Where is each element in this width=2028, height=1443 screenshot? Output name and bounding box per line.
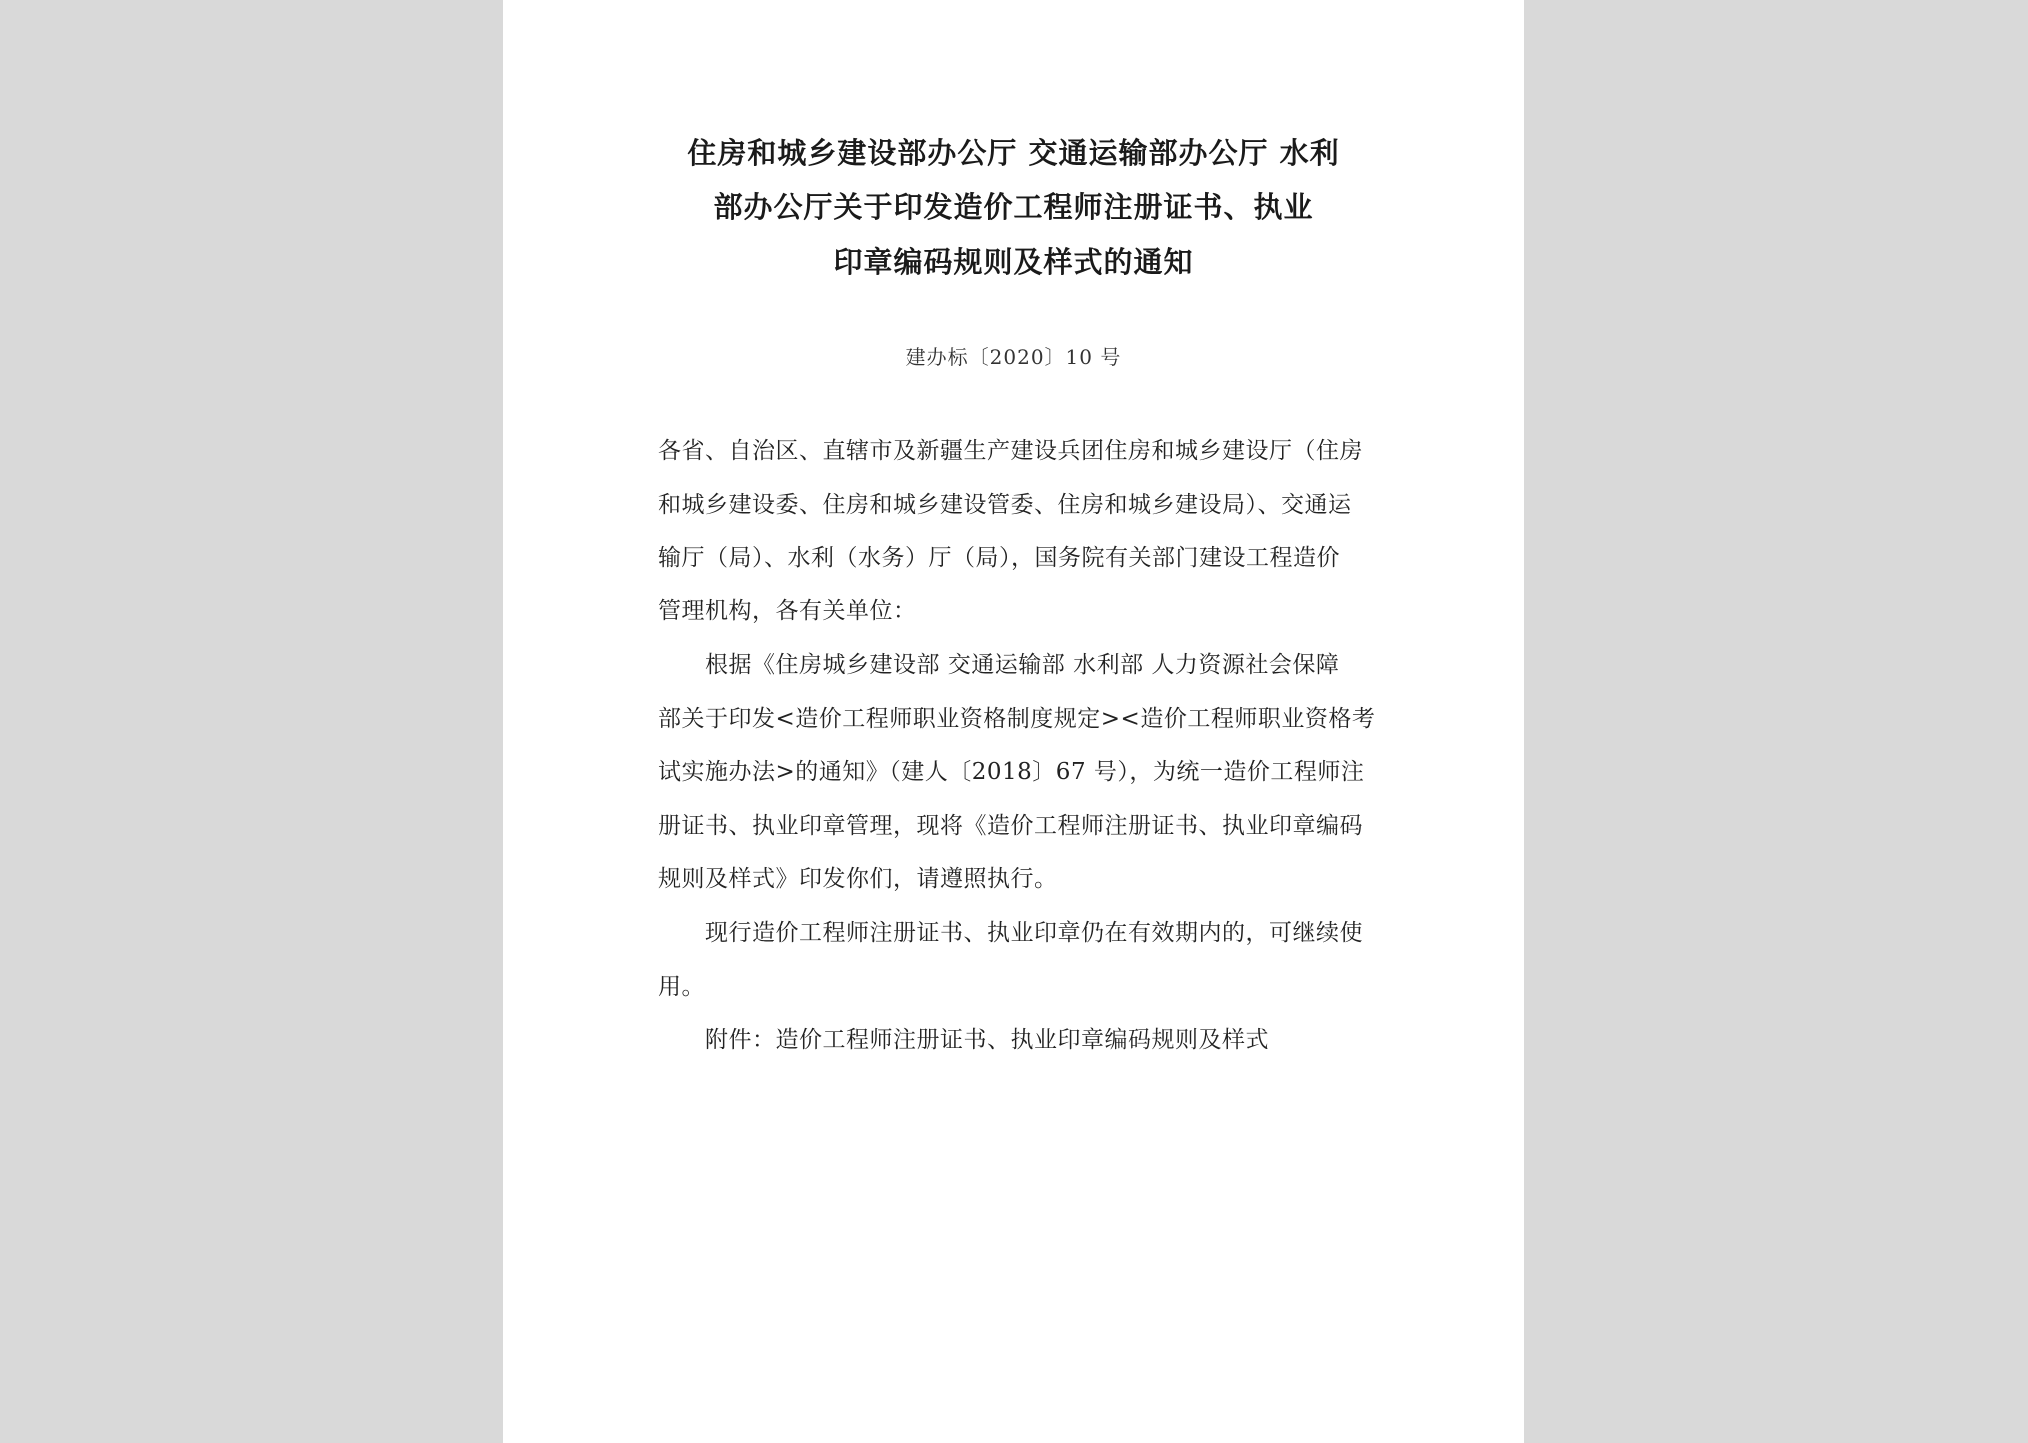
document-number: 建办标〔2020〕10 号 <box>905 345 1122 369</box>
document-title-line-2: 部办公厅关于印发造价工程师注册证书、执业 <box>713 190 1314 224</box>
paragraph-line: 部关于印发<造价工程师职业资格制度规定><造价工程师职业资格考 <box>658 706 1376 732</box>
addressee-line: 和城乡建设委、住房和城乡建设管委、住房和城乡建设局）、交通运 <box>658 492 1352 518</box>
addressee-line: 输厅（局）、水利（水务）厅（局），国务院有关部门建设工程造价 <box>658 545 1340 571</box>
paragraph-line: 试实施办法>的通知》（建人〔2018〕67 号），为统一造价工程师注 <box>658 759 1365 785</box>
paragraph-line: 用。 <box>658 974 705 1000</box>
document-title-line-3: 印章编码规则及样式的通知 <box>833 245 1194 279</box>
attachment-line: 附件：造价工程师注册证书、执业印章编码规则及样式 <box>705 1027 1269 1053</box>
addressee-line: 管理机构，各有关单位： <box>658 598 917 624</box>
paragraph-line: 规则及样式》印发你们，请遵照执行。 <box>658 866 1058 892</box>
addressee-line: 各省、自治区、直辖市及新疆生产建设兵团住房和城乡建设厅（住房 <box>658 438 1363 464</box>
paragraph-line: 根据《住房城乡建设部 交通运输部 水利部 人力资源社会保障 <box>705 652 1340 678</box>
document-page <box>503 0 1524 1443</box>
document-title-line-1: 住房和城乡建设部办公厅 交通运输部办公厅 水利 <box>687 136 1340 170</box>
paragraph-line: 册证书、执业印章管理，现将《造价工程师注册证书、执业印章编码 <box>658 813 1363 839</box>
paragraph-line: 现行造价工程师注册证书、执业印章仍在有效期内的，可继续使 <box>705 920 1363 946</box>
